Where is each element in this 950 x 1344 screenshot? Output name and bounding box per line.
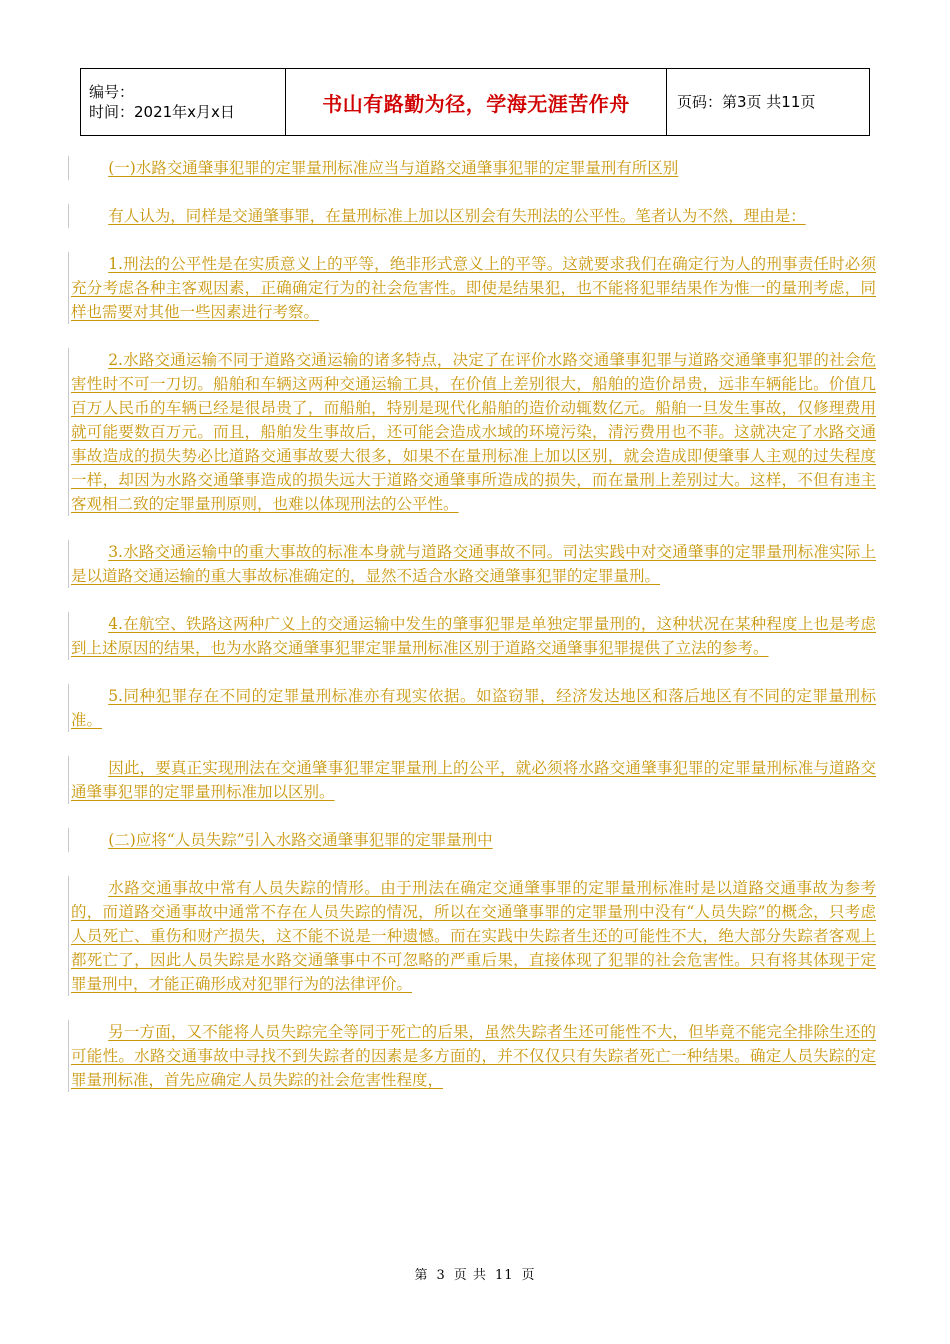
body-paragraph: 3.水路交通运输中的重大事故的标准本身就与道路交通事故不同。司法实践中对交通肇事的定罪量刑标准实际上是以道路交通运输的重大事故标准确定的，显然不适合水路交通肇事犯罪的定罪量刑。: [68, 540, 876, 588]
footer-total-pages: 11: [494, 1268, 514, 1283]
document-date-label: 时间：2021年x月x日: [89, 103, 235, 121]
document-number-label: 编号：: [89, 83, 135, 101]
footer-prefix: 第: [414, 1268, 429, 1283]
header-motto: 书山有路勤为径，学海无涯苦作舟: [322, 91, 630, 116]
page-footer: [0, 1264, 950, 1283]
footer-page-number: 3: [436, 1268, 446, 1283]
body-paragraph: 有人认为，同样是交通肇事罪，在量刑标准上加以区别会有失刑法的公平性。笔者认为不然，理由是：: [68, 204, 876, 228]
body-paragraph: 水路交通事故中常有人员失踪的情形。由于刑法在确定交通肇事罪的定罪量刑标准时是以道路交通事故为参考的，而道路交通事故中通常不存在人员失踪的情况，所以在交通肇事罪的定罪量刑中没有“人员失踪”的概念，只考虑人员死亡、重伤和财产损失，这不能不说是一种遗憾。而在实践中失踪者生还的可能性不大，绝大部分失踪者客观上都死亡了，因此人员失踪是水路交通肇事中不可忽略的严重后果，直接体现了犯罪的社会危害性。只有将其体现于定罪量刑中，才能正确形成对犯罪行为的法律评价。: [68, 876, 876, 996]
header-page-info: 页码：第3页 共11页: [677, 93, 816, 111]
body-paragraph: 1.刑法的公平性是在实质意义上的平等，绝非形式意义上的平等。这就要求我们在确定行为人的刑事责任时必须充分考虑各种主客观因素，正确确定行为的社会危害性。即使是结果犯，也不能将犯罪结果作为惟一的量刑考虑，同样也需要对其他一些因素进行考察。: [68, 252, 876, 324]
body-paragraph: 4.在航空、铁路这两种广义上的交通运输中发生的肇事犯罪是单独定罪量刑的，这种状况在某种程度上也是考虑到上述原因的结果，也为水路交通肇事犯罪定罪量刑标准区别于道路交通肇事犯罪提供了立法的参考。: [68, 612, 876, 660]
body-paragraph: 2.水路交通运输不同于道路交通运输的诸多特点，决定了在评价水路交通肇事犯罪与道路交通肇事犯罪的社会危害性时不可一刀切。船舶和车辆这两种交通运输工具，在价值上差别很大，船舶的造价昂贵，远非车辆能比。价值几百万人民币的车辆已经是很昂贵了，而船舶，特别是现代化船舶的造价动辄数亿元。船舶一旦发生事故，仅修理费用就可能要数百万元。而且，船舶发生事故后，还可能会造成水域的环境污染，清污费用也不菲。这就决定了水路交通事故造成的损失势必比道路交通事故要大很多，如果不在量刑标准上加以区别，就会造成即便肇事人主观的过失程度一样，却因为水路交通肇事造成的损失远大于道路交通肇事所造成的损失，而在量刑上差别过大。这样，不但有违主客观相二致的定罪量刑原则，也难以体现刑法的公平性。: [68, 348, 876, 516]
footer-middle: 页 共: [453, 1268, 487, 1283]
body-paragraph: 5.同种犯罪存在不同的定罪量刑标准亦有现实依据。如盗窃罪，经济发达地区和落后地区有不同的定罪量刑标准。: [68, 684, 876, 732]
header-table: [80, 68, 870, 136]
header-left-cell: [81, 69, 286, 136]
body-paragraph: 另一方面，又不能将人员失踪完全等同于死亡的后果，虽然失踪者生还可能性不大，但毕竟不能完全排除生还的可能性。水路交通事故中寻找不到失踪者的因素是多方面的，并不仅仅只有失踪者死亡一种结果。确定人员失踪的定罪量刑标准，首先应确定人员失踪的社会危害性程度，: [68, 1020, 876, 1092]
section-heading-1: (一)水路交通肇事犯罪的定罪量刑标准应当与道路交通肇事犯罪的定罪量刑有所区别: [68, 156, 876, 180]
body-paragraph: 因此，要真正实现刑法在交通肇事犯罪定罪量刑上的公平，就必须将水路交通肇事犯罪的定罪量刑标准与道路交通肇事犯罪的定罪量刑标准加以区别。: [68, 756, 876, 804]
document-body: [68, 156, 876, 1116]
section-heading-2: (二)应将“人员失踪”引入水路交通肇事犯罪的定罪量刑中: [68, 828, 876, 852]
header-right-cell: [667, 69, 870, 136]
header-motto-cell: [286, 69, 667, 136]
footer-suffix: 页: [521, 1268, 536, 1283]
